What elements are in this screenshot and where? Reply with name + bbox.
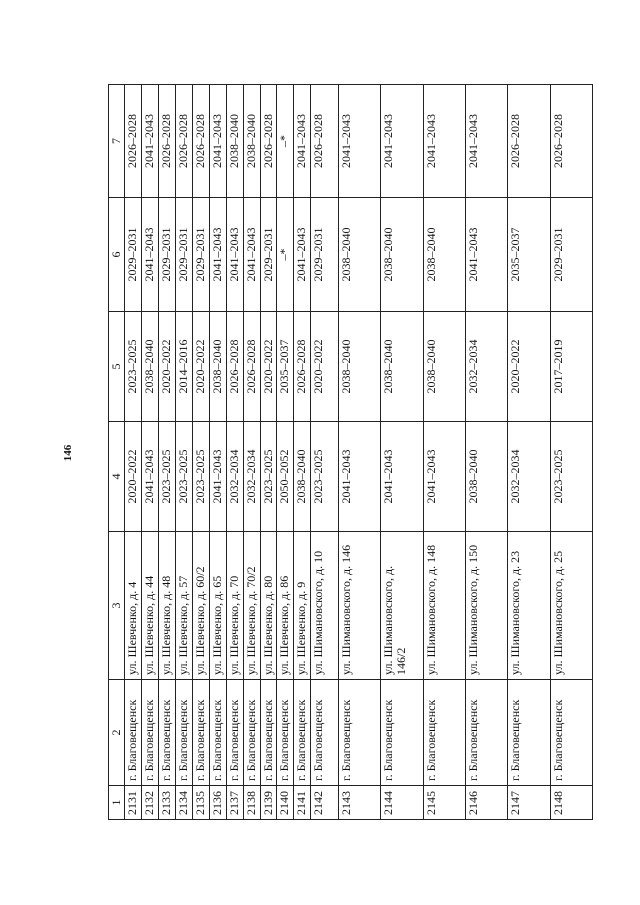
- table-cell-col-7: 2026–2028: [175, 84, 192, 197]
- table-cell-col-5: 2038–2040: [380, 311, 422, 421]
- table-cell-col-4: 2023–2025: [550, 421, 592, 531]
- table-cell-col-2: г. Благовещенск: [260, 679, 277, 785]
- table-cell-col-4: 2032–2034: [243, 421, 260, 531]
- table-cell-col-6: 2035–2037: [507, 197, 549, 311]
- table-cell-col-6: 2038–2040: [338, 197, 380, 311]
- table-cell-col-5: 2020–2022: [310, 311, 338, 421]
- table-cell-col-7: 2026–2028: [310, 84, 338, 197]
- table-cell-col-3: ул. Шевченко, д. 57: [175, 531, 192, 679]
- table-cell-col-4: 2038–2040: [465, 421, 507, 531]
- table-cell-col-2: г. Благовещенск: [310, 679, 338, 785]
- table-cell-col-7: 2038–2040: [226, 84, 243, 197]
- table-row: [226, 84, 243, 819]
- page-number: 146: [62, 444, 74, 462]
- table-cell-col-1: 2138: [243, 785, 260, 819]
- table-cell-col-1: 2137: [226, 785, 243, 819]
- table-cell-col-4: 2023–2025: [310, 421, 338, 531]
- table-cell-col-4: 2041–2043: [380, 421, 422, 531]
- table-cell-col-3: ул. Шевченко, д. 80: [260, 531, 277, 679]
- table-cell-col-5: 2020–2022: [192, 311, 209, 421]
- table-row: [293, 84, 310, 819]
- table-cell-col-1: 2146: [465, 785, 507, 819]
- table-cell-col-2: г. Благовещенск: [243, 679, 260, 785]
- table-row: [276, 84, 293, 819]
- table-cell-col-6: 2029–2031: [310, 197, 338, 311]
- table-cell-col-5: 2026–2028: [293, 311, 310, 421]
- table-cell-col-2: г. Благовещенск: [465, 679, 507, 785]
- table-cell-col-4: 2041–2043: [338, 421, 380, 531]
- table-cell-col-3: ул. Шевченко, д. 48: [158, 531, 175, 679]
- table-cell-col-2: г. Благовещенск: [293, 679, 310, 785]
- table-cell-col-3: ул. Шевченко, д. 70: [226, 531, 243, 679]
- table-cell-col-3: ул. Шимановского, д. 146: [338, 531, 380, 679]
- table-cell-col-7: 2026–2028: [192, 84, 209, 197]
- table-row: [141, 84, 158, 819]
- table-cell-col-7: 2026–2028: [260, 84, 277, 197]
- table-header-row: [108, 84, 124, 819]
- table-cell-col-3: ул. Шевченко, д. 70/2: [243, 531, 260, 679]
- table-cell-col-6: 2029–2031: [175, 197, 192, 311]
- table-cell-col-3: ул. Шевченко, д. 4: [124, 531, 141, 679]
- table-cell-col-2: г. Благовещенск: [226, 679, 243, 785]
- table-cell-col-6: –*: [276, 197, 293, 311]
- table-cell-col-1: 2136: [209, 785, 226, 819]
- table-cell-col-7: 2026–2028: [507, 84, 549, 197]
- table-cell-col-3: ул. Шимановского, д. 10: [310, 531, 338, 679]
- table-cell-col-7: 2041–2043: [209, 84, 226, 197]
- table-row: [310, 84, 338, 819]
- table-cell-col-1: 2142: [310, 785, 338, 819]
- table-cell-col-1: 2133: [158, 785, 175, 819]
- table-row: [243, 84, 260, 819]
- table-cell-col-4: 2023–2025: [260, 421, 277, 531]
- table-cell-col-7: –*: [276, 84, 293, 197]
- table-cell-col-5: 2020–2022: [158, 311, 175, 421]
- table-cell-col-3: ул. Шимановского, д. 150: [465, 531, 507, 679]
- table-cell-col-5: 2020–2022: [507, 311, 549, 421]
- table-cell-col-4: 2023–2025: [175, 421, 192, 531]
- table-cell-col-7: 2041–2043: [338, 84, 380, 197]
- table-cell-col-5: 2017–2019: [550, 311, 592, 421]
- table-cell-col-5: 2014–2016: [175, 311, 192, 421]
- table-cell-col-1: 2131: [124, 785, 141, 819]
- table-cell-col-6: 2041–2043: [226, 197, 243, 311]
- table-cell-col-5: 2035–2037: [276, 311, 293, 421]
- table-cell-col-3: ул. Шимановского, д. 25: [550, 531, 592, 679]
- table-cell-col-2: г. Благовещенск: [338, 679, 380, 785]
- table-cell-col-3: ул. Шевченко, д. 9: [293, 531, 310, 679]
- table-cell-col-1: 2145: [423, 785, 465, 819]
- data-table: [108, 84, 593, 820]
- table-row: [192, 84, 209, 819]
- table-cell-col-4: 2038–2040: [293, 421, 310, 531]
- table-cell-col-2: г. Благовещенск: [276, 679, 293, 785]
- table-cell-col-3: ул. Шимановского, д. 148: [423, 531, 465, 679]
- table-cell-col-4: 2020–2022: [124, 421, 141, 531]
- table-cell-col-2: г. Благовещенск: [141, 679, 158, 785]
- table-row: [260, 84, 277, 819]
- table-cell-col-5: 2038–2040: [423, 311, 465, 421]
- table-cell-col-4: 2050–2052: [276, 421, 293, 531]
- table-cell-col-2: г. Благовещенск: [423, 679, 465, 785]
- table-cell-col-1: 2134: [175, 785, 192, 819]
- table-cell-col-4: 2041–2043: [141, 421, 158, 531]
- table-cell-col-6: 2041–2043: [209, 197, 226, 311]
- table-row: [338, 84, 380, 819]
- table-cell-col-4: 2023–2025: [192, 421, 209, 531]
- table-cell-col-6: 2029–2031: [192, 197, 209, 311]
- table-cell-col-2: г. Благовещенск: [158, 679, 175, 785]
- table-row: [507, 84, 549, 819]
- table-cell-col-3: ул. Шимановского, д. 146/2: [380, 531, 422, 679]
- table-cell-col-1: 2141: [293, 785, 310, 819]
- table-cell-col-6: 2041–2043: [141, 197, 158, 311]
- table-cell-col-1: 2143: [338, 785, 380, 819]
- table-cell-col-1: 2147: [507, 785, 549, 819]
- table-row: [550, 84, 592, 819]
- table-row: [209, 84, 226, 819]
- table-cell-col-6: 2038–2040: [423, 197, 465, 311]
- table-cell-col-7: 2041–2043: [423, 84, 465, 197]
- table-cell-col-4: 2032–2034: [226, 421, 243, 531]
- table-cell-col-6: 2029–2031: [158, 197, 175, 311]
- table-cell-col-1: 2140: [276, 785, 293, 819]
- table-row: [465, 84, 507, 819]
- table-cell-col-2: г. Благовещенск: [175, 679, 192, 785]
- column-header: 1: [108, 785, 124, 819]
- table-cell-col-5: 2023–2025: [124, 311, 141, 421]
- table-cell-col-7: 2041–2043: [380, 84, 422, 197]
- table-cell-col-3: ул. Шевченко, д. 60/2: [192, 531, 209, 679]
- table-cell-col-2: г. Благовещенск: [192, 679, 209, 785]
- table-row: [380, 84, 422, 819]
- table-cell-col-5: 2038–2040: [209, 311, 226, 421]
- table-cell-col-5: 2038–2040: [141, 311, 158, 421]
- table-cell-col-6: 2041–2043: [243, 197, 260, 311]
- column-header: 6: [108, 197, 124, 311]
- table-cell-col-6: 2038–2040: [380, 197, 422, 311]
- table-cell-col-2: г. Благовещенск: [380, 679, 422, 785]
- table-cell-col-7: 2038–2040: [243, 84, 260, 197]
- table-cell-col-6: 2029–2031: [260, 197, 277, 311]
- table-cell-col-7: 2041–2043: [465, 84, 507, 197]
- table-row: [423, 84, 465, 819]
- table-cell-col-1: 2144: [380, 785, 422, 819]
- table-row: [158, 84, 175, 819]
- table-cell-col-7: 2026–2028: [158, 84, 175, 197]
- table-cell-col-7: 2026–2028: [550, 84, 592, 197]
- table-cell-col-1: 2135: [192, 785, 209, 819]
- table-cell-col-6: 2029–2031: [124, 197, 141, 311]
- table-cell-col-1: 2132: [141, 785, 158, 819]
- table-cell-col-4: 2041–2043: [209, 421, 226, 531]
- table-cell-col-5: 2038–2040: [338, 311, 380, 421]
- table-cell-col-2: г. Благовещенск: [124, 679, 141, 785]
- table-row: [175, 84, 192, 819]
- table-cell-col-6: 2029–2031: [550, 197, 592, 311]
- table-cell-col-5: 2020–2022: [260, 311, 277, 421]
- table-cell-col-3: ул. Шевченко, д. 86: [276, 531, 293, 679]
- table-cell-col-1: 2139: [260, 785, 277, 819]
- table-cell-col-3: ул. Шимановского, д. 23: [507, 531, 549, 679]
- table-cell-col-5: 2032–2034: [465, 311, 507, 421]
- table-cell-col-4: 2032–2034: [507, 421, 549, 531]
- table-cell-col-5: 2026–2028: [243, 311, 260, 421]
- table-cell-col-3: ул. Шевченко, д. 65: [209, 531, 226, 679]
- table-cell-col-6: 2041–2043: [465, 197, 507, 311]
- column-header: 7: [108, 84, 124, 197]
- column-header: 4: [108, 421, 124, 531]
- table-cell-col-3: ул. Шевченко, д. 44: [141, 531, 158, 679]
- table-cell-col-4: 2041–2043: [423, 421, 465, 531]
- table-cell-col-2: г. Благовещенск: [507, 679, 549, 785]
- table-row: [124, 84, 141, 819]
- table-cell-col-5: 2026–2028: [226, 311, 243, 421]
- table-cell-col-7: 2026–2028: [124, 84, 141, 197]
- table-cell-col-1: 2148: [550, 785, 592, 819]
- table-cell-col-6: 2041–2043: [293, 197, 310, 311]
- table-cell-col-2: г. Благовещенск: [550, 679, 592, 785]
- table-cell-col-7: 2041–2043: [293, 84, 310, 197]
- column-header: 3: [108, 531, 124, 679]
- column-header: 5: [108, 311, 124, 421]
- table-cell-col-4: 2023–2025: [158, 421, 175, 531]
- table-cell-col-7: 2041–2043: [141, 84, 158, 197]
- table-cell-col-2: г. Благовещенск: [209, 679, 226, 785]
- column-header: 2: [108, 679, 124, 785]
- rotated-table-container: [108, 85, 593, 820]
